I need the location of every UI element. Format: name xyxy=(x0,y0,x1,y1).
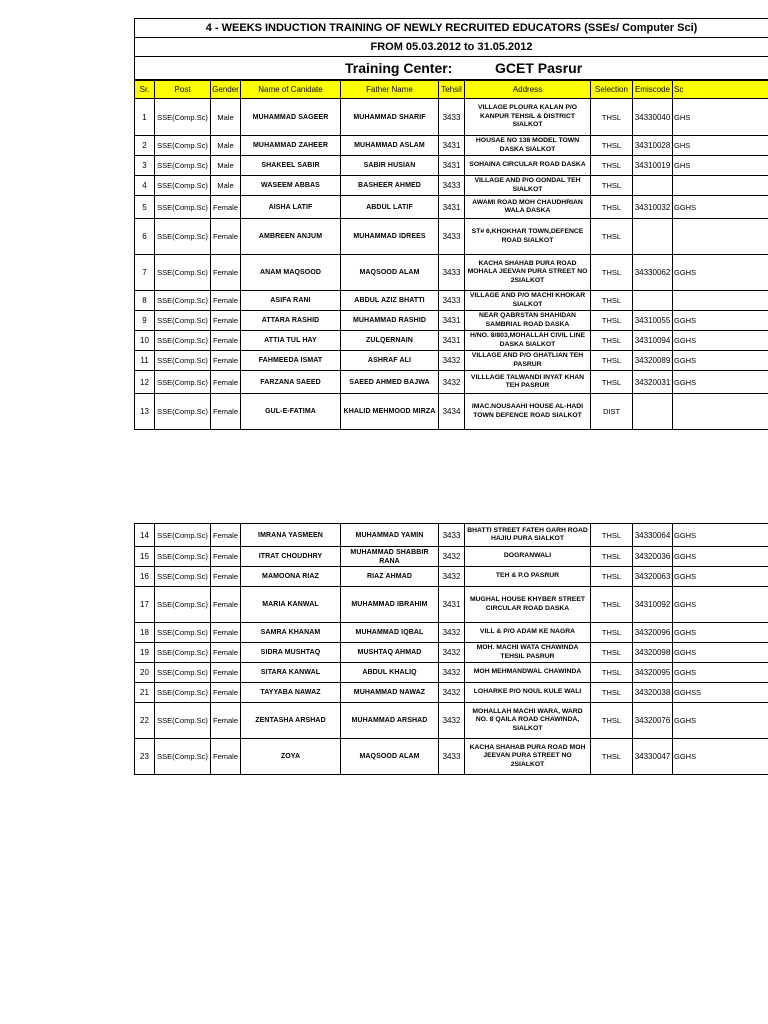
cell-tehsil: 3433 xyxy=(439,255,465,291)
cell-name: ATTARA RASHID xyxy=(241,311,341,331)
cell-emiscode: 34320095 xyxy=(633,663,673,683)
cell-post: SSE(Comp.Sc) xyxy=(155,663,211,683)
cell-address: VILLLAGE TALWANDI INYAT KHAN TEH PASRUR xyxy=(465,371,591,394)
table-row xyxy=(135,663,768,683)
table-row xyxy=(135,739,768,775)
cell-school: GGHS xyxy=(673,371,768,394)
cell-name: SIDRA MUSHTAQ xyxy=(241,643,341,663)
cell-name: MUHAMMAD ZAHEER xyxy=(241,136,341,156)
cell-post: SSE(Comp.Sc) xyxy=(155,394,211,430)
cell-selection: THSL xyxy=(591,196,633,219)
cell-school: GGHS xyxy=(673,351,768,371)
table-row xyxy=(135,351,768,371)
cell-gender: Female xyxy=(211,311,241,331)
cell-name: SITARA KANWAL xyxy=(241,663,341,683)
cell-name: MARIA KANWAL xyxy=(241,587,341,623)
training-center-name: GCET Pasrur xyxy=(495,60,583,76)
cell-tehsil: 3432 xyxy=(439,351,465,371)
cell-name: MUHAMMAD SAGEER xyxy=(241,99,341,136)
cell-selection: DIST xyxy=(591,394,633,430)
cell-selection: THSL xyxy=(591,99,633,136)
cell-name: ASIFA RANI xyxy=(241,291,341,311)
cell-selection: THSL xyxy=(591,623,633,643)
table-body-1 xyxy=(135,99,768,430)
cell-sr: 15 xyxy=(135,547,155,567)
cell-school: GGHS xyxy=(673,587,768,623)
cell-emiscode: 34320096 xyxy=(633,623,673,643)
cell-address: VILLAGE AND P/O GHATLIAN TEH PASRUR xyxy=(465,351,591,371)
cell-selection: THSL xyxy=(591,643,633,663)
cell-school: GGHS xyxy=(673,255,768,291)
cell-selection: THSL xyxy=(591,156,633,176)
training-center-label: Training Center: xyxy=(345,60,453,76)
cell-name: FAHMEEDA ISMAT xyxy=(241,351,341,371)
cell-post: SSE(Comp.Sc) xyxy=(155,331,211,351)
cell-name: ATTIA TUL HAY xyxy=(241,331,341,351)
cell-emiscode: 34330047 xyxy=(633,739,673,775)
cell-address: MOH. MACHI WATA CHAWINDA TEHSIL PASRUR xyxy=(465,643,591,663)
cell-gender: Female xyxy=(211,524,241,547)
cell-tehsil: 3433 xyxy=(439,99,465,136)
cell-sr: 11 xyxy=(135,351,155,371)
cell-sr: 3 xyxy=(135,156,155,176)
table-body-2 xyxy=(135,524,768,775)
cell-post: SSE(Comp.Sc) xyxy=(155,196,211,219)
table-row xyxy=(135,567,768,587)
cell-emiscode: 34310092 xyxy=(633,587,673,623)
cell-tehsil: 3431 xyxy=(439,136,465,156)
cell-post: SSE(Comp.Sc) xyxy=(155,587,211,623)
cell-sr: 19 xyxy=(135,643,155,663)
cell-gender: Female xyxy=(211,351,241,371)
cell-selection: THSL xyxy=(591,176,633,196)
cell-father: MUHAMMAD IDREES xyxy=(341,219,439,255)
cell-selection: THSL xyxy=(591,524,633,547)
cell-address: KACHA SHAHAB PURA ROAD MOH JEEVAN PURA STREET NO 2SIALKOT xyxy=(465,739,591,775)
cell-post: SSE(Comp.Sc) xyxy=(155,623,211,643)
col-header-school: Sc xyxy=(673,81,768,99)
cell-gender: Female xyxy=(211,567,241,587)
cell-sr: 5 xyxy=(135,196,155,219)
table-header-row xyxy=(135,81,768,99)
cell-selection: THSL xyxy=(591,291,633,311)
cell-sr: 23 xyxy=(135,739,155,775)
cell-father: MUHAMMAD YAMIN xyxy=(341,524,439,547)
cell-school: GGHS xyxy=(673,547,768,567)
cell-post: SSE(Comp.Sc) xyxy=(155,643,211,663)
cell-tehsil: 3433 xyxy=(439,739,465,775)
cell-selection: THSL xyxy=(591,547,633,567)
cell-post: SSE(Comp.Sc) xyxy=(155,176,211,196)
cell-address: NEAR QABRSTAN SHAHIDAN SAMBRIAL ROAD DASKA xyxy=(465,311,591,331)
cell-father: MAQSOOD ALAM xyxy=(341,739,439,775)
cell-gender: Female xyxy=(211,739,241,775)
cell-gender: Female xyxy=(211,683,241,703)
cell-sr: 13 xyxy=(135,394,155,430)
table-row xyxy=(135,291,768,311)
cell-emiscode: 34320038 xyxy=(633,683,673,703)
cell-sr: 7 xyxy=(135,255,155,291)
cell-gender: Female xyxy=(211,371,241,394)
cell-selection: THSL xyxy=(591,587,633,623)
cell-father: MUHAMMAD SHARIF xyxy=(341,99,439,136)
cell-emiscode: 34320076 xyxy=(633,703,673,739)
cell-selection: THSL xyxy=(591,703,633,739)
cell-school xyxy=(673,219,768,255)
cell-tehsil: 3432 xyxy=(439,547,465,567)
cell-tehsil: 3431 xyxy=(439,331,465,351)
cell-post: SSE(Comp.Sc) xyxy=(155,219,211,255)
cell-school: GGHS xyxy=(673,311,768,331)
table-row xyxy=(135,331,768,351)
cell-tehsil: 3431 xyxy=(439,587,465,623)
cell-address: VILLAGE AND P/O MACHI KHOKAR SIALKOT xyxy=(465,291,591,311)
cell-school: GGHS xyxy=(673,524,768,547)
col-header-tehsil: Tehsil xyxy=(439,81,465,99)
cell-address: ST# 6,KHOKHAR TOWN,DEFENCE ROAD SIALKOT xyxy=(465,219,591,255)
cell-address: AWAMI ROAD MOH CHAUDHRIAN WALA DASKA xyxy=(465,196,591,219)
cell-address: SOHAINA CIRCULAR ROAD DASKA xyxy=(465,156,591,176)
cell-post: SSE(Comp.Sc) xyxy=(155,371,211,394)
cell-post: SSE(Comp.Sc) xyxy=(155,683,211,703)
cell-tehsil: 3431 xyxy=(439,196,465,219)
table-row xyxy=(135,176,768,196)
cell-emiscode: 34310019 xyxy=(633,156,673,176)
cell-post: SSE(Comp.Sc) xyxy=(155,255,211,291)
table-row xyxy=(135,587,768,623)
cell-tehsil: 3433 xyxy=(439,291,465,311)
cell-selection: THSL xyxy=(591,219,633,255)
table-row xyxy=(135,394,768,430)
cell-sr: 18 xyxy=(135,623,155,643)
table-row xyxy=(135,371,768,394)
cell-sr: 10 xyxy=(135,331,155,351)
cell-post: SSE(Comp.Sc) xyxy=(155,311,211,331)
cell-address: KACHA SHAHAB PURA ROAD MOHALA JEEVAN PURA STREET NO 2SIALKOT xyxy=(465,255,591,291)
cell-post: SSE(Comp.Sc) xyxy=(155,567,211,587)
table-row xyxy=(135,196,768,219)
document-title: 4 - WEEKS INDUCTION TRAINING OF NEWLY RECRUITED EDUCATORS (SSEs/ Computer Sci) xyxy=(134,18,768,38)
cell-emiscode: 34310094 xyxy=(633,331,673,351)
cell-post: SSE(Comp.Sc) xyxy=(155,703,211,739)
col-header-address: Address xyxy=(465,81,591,99)
cell-father: ASHRAF ALI xyxy=(341,351,439,371)
cell-address: VILLAGE AND P/O GONDAL TEH SIALKOT xyxy=(465,176,591,196)
cell-emiscode: 34320089 xyxy=(633,351,673,371)
cell-father: MUSHTAQ AHMAD xyxy=(341,643,439,663)
col-header-post: Post xyxy=(155,81,211,99)
cell-tehsil: 3432 xyxy=(439,567,465,587)
cell-emiscode: 34310032 xyxy=(633,196,673,219)
cell-school: GGHS xyxy=(673,643,768,663)
cell-post: SSE(Comp.Sc) xyxy=(155,524,211,547)
candidates-table-1 xyxy=(134,80,768,430)
cell-tehsil: 3432 xyxy=(439,643,465,663)
cell-address: BHATTI STREET FATEH GARH ROAD HAJIU PURA SIALKOT xyxy=(465,524,591,547)
cell-emiscode xyxy=(633,176,673,196)
cell-sr: 9 xyxy=(135,311,155,331)
table-row xyxy=(135,623,768,643)
cell-selection: THSL xyxy=(591,351,633,371)
cell-post: SSE(Comp.Sc) xyxy=(155,547,211,567)
cell-school: GGHSS xyxy=(673,683,768,703)
cell-father: MUHAMMAD ASLAM xyxy=(341,136,439,156)
cell-selection: THSL xyxy=(591,311,633,331)
cell-name: TAYYABA NAWAZ xyxy=(241,683,341,703)
col-header-selection: Selection xyxy=(591,81,633,99)
cell-emiscode: 34320098 xyxy=(633,643,673,663)
table-row xyxy=(135,643,768,663)
cell-sr: 12 xyxy=(135,371,155,394)
cell-gender: Female xyxy=(211,331,241,351)
cell-gender: Female xyxy=(211,219,241,255)
cell-gender: Female xyxy=(211,663,241,683)
cell-gender: Female xyxy=(211,547,241,567)
cell-post: SSE(Comp.Sc) xyxy=(155,351,211,371)
cell-gender: Female xyxy=(211,394,241,430)
cell-father: SAEED AHMED BAJWA xyxy=(341,371,439,394)
cell-selection: THSL xyxy=(591,567,633,587)
cell-school: GHS xyxy=(673,156,768,176)
cell-tehsil: 3431 xyxy=(439,156,465,176)
cell-father: ZULQERNAIN xyxy=(341,331,439,351)
cell-father: MUHAMMAD SHABBIR RANA xyxy=(341,547,439,567)
cell-emiscode: 34320031 xyxy=(633,371,673,394)
col-header-sr: Sr. xyxy=(135,81,155,99)
cell-father: MUHAMMAD IBRAHIM xyxy=(341,587,439,623)
cell-address: MUGHAL HOUSE KHYBER STREET CIRCULAR ROAD DASKA xyxy=(465,587,591,623)
cell-sr: 6 xyxy=(135,219,155,255)
cell-father: ABDUL AZIZ BHATTI xyxy=(341,291,439,311)
cell-tehsil: 3433 xyxy=(439,219,465,255)
cell-father: ABDUL KHALIQ xyxy=(341,663,439,683)
cell-gender: Female xyxy=(211,255,241,291)
cell-father: MUHAMMAD NAWAZ xyxy=(341,683,439,703)
cell-emiscode: 34310028 xyxy=(633,136,673,156)
cell-father: RIAZ AHMAD xyxy=(341,567,439,587)
cell-tehsil: 3432 xyxy=(439,663,465,683)
cell-school: GGHS xyxy=(673,703,768,739)
sheet-section-1 xyxy=(134,18,768,430)
cell-sr: 22 xyxy=(135,703,155,739)
cell-tehsil: 3433 xyxy=(439,176,465,196)
cell-school: GGHS xyxy=(673,663,768,683)
table-row xyxy=(135,311,768,331)
cell-address: HOUSAE NO 138 MODEL TOWN DASKA SIALKOT xyxy=(465,136,591,156)
cell-emiscode: 34320063 xyxy=(633,567,673,587)
col-header-gender: Gender xyxy=(211,81,241,99)
cell-father: MUHAMMAD RASHID xyxy=(341,311,439,331)
cell-sr: 1 xyxy=(135,99,155,136)
cell-sr: 4 xyxy=(135,176,155,196)
cell-emiscode xyxy=(633,394,673,430)
cell-emiscode: 34330062 xyxy=(633,255,673,291)
cell-school: GGHS xyxy=(673,623,768,643)
cell-post: SSE(Comp.Sc) xyxy=(155,739,211,775)
col-header-father: Father Name xyxy=(341,81,439,99)
cell-name: SHAKEEL SABIR xyxy=(241,156,341,176)
cell-tehsil: 3433 xyxy=(439,524,465,547)
cell-tehsil: 3432 xyxy=(439,683,465,703)
cell-emiscode: 34330040 xyxy=(633,99,673,136)
cell-selection: THSL xyxy=(591,739,633,775)
cell-father: ABDUL LATIF xyxy=(341,196,439,219)
cell-selection: THSL xyxy=(591,683,633,703)
cell-tehsil: 3432 xyxy=(439,623,465,643)
cell-name: AMBREEN ANJUM xyxy=(241,219,341,255)
cell-school: GHS xyxy=(673,136,768,156)
cell-school xyxy=(673,394,768,430)
cell-name: IMRANA YASMEEN xyxy=(241,524,341,547)
cell-tehsil: 3434 xyxy=(439,394,465,430)
table-row xyxy=(135,683,768,703)
cell-school xyxy=(673,176,768,196)
cell-father: MUHAMMAD IQBAL xyxy=(341,623,439,643)
cell-address: MOHALLAH MACHI WARA, WARD NO. 8 QAILA ROAD CHAWINDA, SIALKOT xyxy=(465,703,591,739)
training-center-row xyxy=(134,57,768,80)
cell-school: GGHS xyxy=(673,196,768,219)
cell-address: H/NO. 8/803,MOHALLAH CIVIL LINE DASKA SIALKOT xyxy=(465,331,591,351)
cell-gender: Female xyxy=(211,643,241,663)
cell-father: MAQSOOD ALAM xyxy=(341,255,439,291)
table-row xyxy=(135,524,768,547)
table-row xyxy=(135,547,768,567)
cell-name: SAMRA KHANAM xyxy=(241,623,341,643)
cell-address: VILLAGE PLOURA KALAN P/O KANPUR TEHSIL & DISTRICT SIALKOT xyxy=(465,99,591,136)
cell-gender: Male xyxy=(211,99,241,136)
cell-tehsil: 3432 xyxy=(439,371,465,394)
cell-sr: 8 xyxy=(135,291,155,311)
cell-sr: 21 xyxy=(135,683,155,703)
cell-gender: Female xyxy=(211,587,241,623)
cell-gender: Male xyxy=(211,176,241,196)
cell-name: ZOYA xyxy=(241,739,341,775)
cell-emiscode xyxy=(633,219,673,255)
cell-name: WASEEM ABBAS xyxy=(241,176,341,196)
cell-gender: Female xyxy=(211,703,241,739)
cell-emiscode: 34320036 xyxy=(633,547,673,567)
training-dates: FROM 05.03.2012 to 31.05.2012 xyxy=(134,38,768,57)
col-header-emiscode: Emiscode xyxy=(633,81,673,99)
cell-gender: Female xyxy=(211,623,241,643)
candidates-table-2 xyxy=(134,523,768,775)
cell-selection: THSL xyxy=(591,371,633,394)
cell-name: ANAM MAQSOOD xyxy=(241,255,341,291)
table-row xyxy=(135,99,768,136)
cell-school: GGHS xyxy=(673,567,768,587)
table-row xyxy=(135,156,768,176)
cell-post: SSE(Comp.Sc) xyxy=(155,156,211,176)
cell-sr: 16 xyxy=(135,567,155,587)
cell-name: GUL-E-FATIMA xyxy=(241,394,341,430)
cell-father: BASHEER AHMED xyxy=(341,176,439,196)
cell-name: MAMOONA RIAZ xyxy=(241,567,341,587)
cell-school: GHS xyxy=(673,99,768,136)
cell-sr: 2 xyxy=(135,136,155,156)
cell-father: MUHAMMAD ARSHAD xyxy=(341,703,439,739)
cell-school: GGHS xyxy=(673,331,768,351)
cell-school xyxy=(673,291,768,311)
col-header-name: Name of Canidate xyxy=(241,81,341,99)
cell-address: MOH MEHMANDWAL CHAWINDA xyxy=(465,663,591,683)
cell-sr: 20 xyxy=(135,663,155,683)
cell-address: IMAC.NOUSAAHI HOUSE AL-HADI TOWN DEFENCE ROAD SIALKOT xyxy=(465,394,591,430)
cell-selection: THSL xyxy=(591,136,633,156)
cell-gender: Male xyxy=(211,136,241,156)
cell-sr: 17 xyxy=(135,587,155,623)
cell-selection: THSL xyxy=(591,663,633,683)
cell-father: KHALID MEHMOOD MIRZA xyxy=(341,394,439,430)
cell-post: SSE(Comp.Sc) xyxy=(155,99,211,136)
cell-selection: THSL xyxy=(591,255,633,291)
table-row xyxy=(135,136,768,156)
cell-name: AISHA LATIF xyxy=(241,196,341,219)
cell-emiscode: 34330064 xyxy=(633,524,673,547)
cell-gender: Male xyxy=(211,156,241,176)
cell-emiscode: 34310055 xyxy=(633,311,673,331)
cell-father: SABIR HUSIAN xyxy=(341,156,439,176)
cell-tehsil: 3432 xyxy=(439,703,465,739)
cell-gender: Female xyxy=(211,291,241,311)
cell-name: ZENTASHA ARSHAD xyxy=(241,703,341,739)
cell-address: DOGRANWALI xyxy=(465,547,591,567)
cell-sr: 14 xyxy=(135,524,155,547)
table-row xyxy=(135,703,768,739)
cell-tehsil: 3431 xyxy=(439,311,465,331)
cell-name: ITRAT CHOUDHRY xyxy=(241,547,341,567)
cell-emiscode xyxy=(633,291,673,311)
table-row xyxy=(135,255,768,291)
cell-post: SSE(Comp.Sc) xyxy=(155,136,211,156)
cell-post: SSE(Comp.Sc) xyxy=(155,291,211,311)
cell-address: TEH & P.O PASRUR xyxy=(465,567,591,587)
cell-gender: Female xyxy=(211,196,241,219)
cell-address: VILL & P/O ADAM KE NAGRA xyxy=(465,623,591,643)
cell-selection: THSL xyxy=(591,331,633,351)
cell-address: LOHARKE P/O NOUL KULE WALI xyxy=(465,683,591,703)
cell-school: GGHS xyxy=(673,739,768,775)
cell-name: FARZANA SAEED xyxy=(241,371,341,394)
table-row xyxy=(135,219,768,255)
